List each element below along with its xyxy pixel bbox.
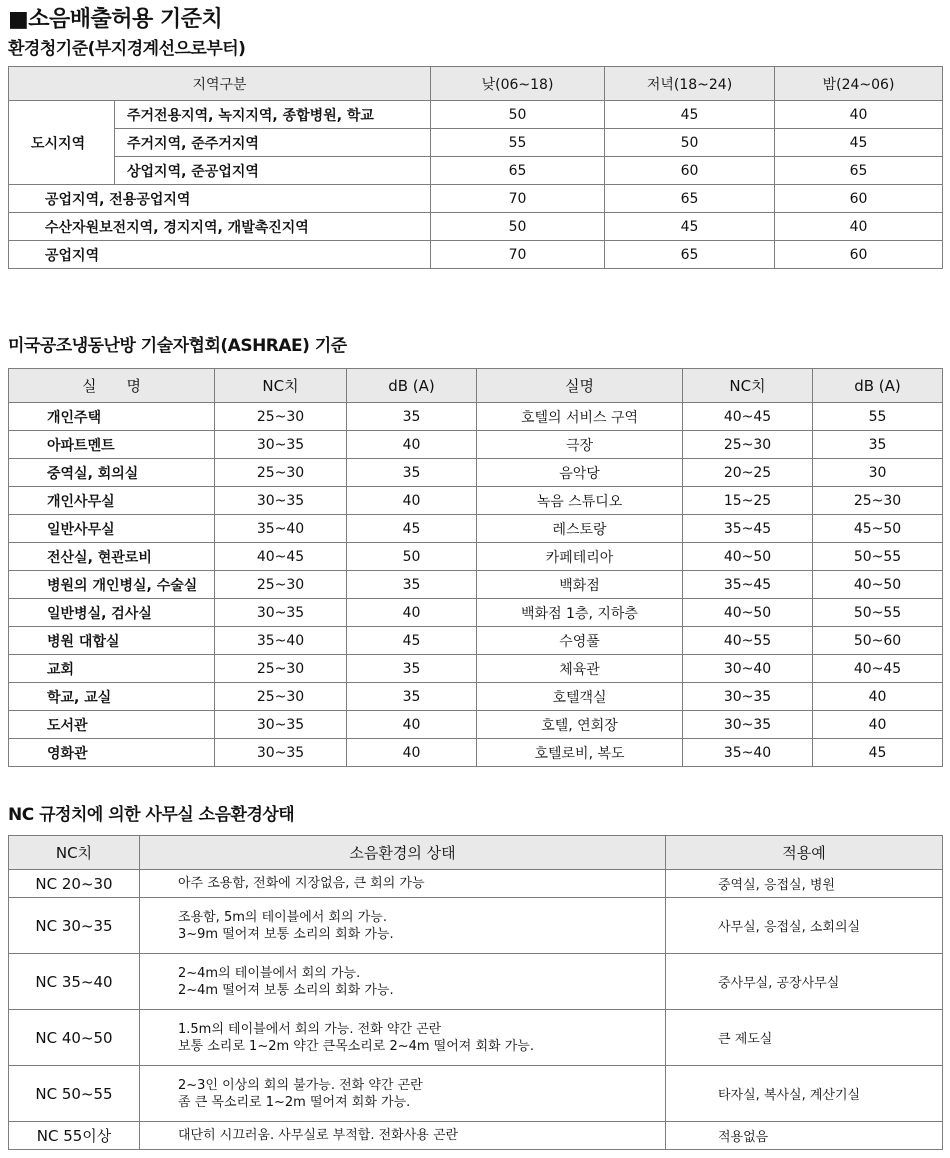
- night-cell: 40: [775, 213, 943, 241]
- condition-cell: [140, 898, 666, 954]
- db-cell-2: 25~30: [813, 487, 943, 515]
- room-cell-2: 녹음 스튜디오: [477, 487, 683, 515]
- db-cell: 35: [347, 403, 477, 431]
- nc-value-cell: NC 35~40: [9, 954, 140, 1010]
- day-cell: 65: [431, 157, 605, 185]
- area-cell: 주거지역, 준주거지역: [115, 129, 431, 157]
- header-application: 적용예: [666, 836, 943, 870]
- nc-cell: 25~30: [215, 571, 347, 599]
- nc-cell-2: 30~35: [683, 711, 813, 739]
- room-cell-2: 수영풀: [477, 627, 683, 655]
- table-row: [9, 1122, 943, 1150]
- table-row: [9, 459, 943, 487]
- table-row: [9, 571, 943, 599]
- header-room-2: 실명: [477, 369, 683, 403]
- nc-cell: 30~35: [215, 739, 347, 767]
- nc-cell-2: 20~25: [683, 459, 813, 487]
- condition-line: 2~4m 떨어져 보통 소리의 회화 가능.: [178, 982, 394, 998]
- table-row: [9, 1010, 943, 1066]
- db-cell-2: 40: [813, 683, 943, 711]
- room-cell-2: 호텔객실: [477, 683, 683, 711]
- table-row: [9, 683, 943, 711]
- table-row: [9, 431, 943, 459]
- nc-cell: 25~30: [215, 459, 347, 487]
- condition-line: 2~4m의 테이블에서 회의 가능.: [178, 965, 361, 981]
- nc-cell-2: 35~40: [683, 739, 813, 767]
- condition-cell: [140, 954, 666, 1010]
- nc-cell-2: 25~30: [683, 431, 813, 459]
- header-area: 지역구분: [9, 67, 431, 101]
- condition-cell: [140, 1066, 666, 1122]
- evening-cell: 45: [605, 213, 775, 241]
- table-row: [9, 403, 943, 431]
- table-header-row: [9, 836, 943, 870]
- db-cell: 40: [347, 487, 477, 515]
- db-cell: 45: [347, 515, 477, 543]
- nc-value-cell: NC 40~50: [9, 1010, 140, 1066]
- nc-value-cell: NC 55이상: [9, 1122, 140, 1150]
- room-cell-2: 음악당: [477, 459, 683, 487]
- application-cell: 사무실, 응접실, 소회의실: [666, 898, 943, 954]
- table-row: [9, 870, 943, 898]
- header-nc: NC치: [215, 369, 347, 403]
- evening-cell: 60: [605, 157, 775, 185]
- application-cell: 중역실, 응접실, 병원: [666, 870, 943, 898]
- db-cell: 40: [347, 711, 477, 739]
- room-cell: 개인주택: [9, 403, 215, 431]
- room-cell-2: 호텔로비, 복도: [477, 739, 683, 767]
- condition-cell: [140, 870, 666, 898]
- nc-cell: 30~35: [215, 487, 347, 515]
- table-row: [9, 157, 943, 185]
- room-cell-2: 체육관: [477, 655, 683, 683]
- room-cell: 학교, 교실: [9, 683, 215, 711]
- db-cell: 40: [347, 739, 477, 767]
- nc-cell-2: 35~45: [683, 571, 813, 599]
- night-cell: 40: [775, 101, 943, 129]
- table-row: [9, 213, 943, 241]
- condition-line: 좀 큰 목소리로 1~2m 떨어져 회화 가능.: [178, 1094, 411, 1110]
- db-cell-2: 45~50: [813, 515, 943, 543]
- evening-cell: 50: [605, 129, 775, 157]
- room-cell: 아파트멘트: [9, 431, 215, 459]
- application-cell: 중사무실, 공장사무실: [666, 954, 943, 1010]
- db-cell-2: 40~45: [813, 655, 943, 683]
- db-cell-2: 45: [813, 739, 943, 767]
- room-cell-2: 호텔, 연회장: [477, 711, 683, 739]
- db-cell-2: 40~50: [813, 571, 943, 599]
- nc-cell: 30~35: [215, 431, 347, 459]
- table-row: [9, 739, 943, 767]
- nc-cell: 35~40: [215, 627, 347, 655]
- db-cell: 40: [347, 599, 477, 627]
- table-row: [9, 543, 943, 571]
- table-header-row: [9, 369, 943, 403]
- room-cell: 전산실, 현관로비: [9, 543, 215, 571]
- nc-cell-2: 15~25: [683, 487, 813, 515]
- nc-cell-2: 40~50: [683, 599, 813, 627]
- room-cell-2: 카페테리아: [477, 543, 683, 571]
- room-cell: 중역실, 회의실: [9, 459, 215, 487]
- db-cell: 35: [347, 683, 477, 711]
- room-cell: 일반사무실: [9, 515, 215, 543]
- table-row: [9, 599, 943, 627]
- table-row: [9, 627, 943, 655]
- ashrae-table: [8, 368, 943, 767]
- day-cell: 70: [431, 241, 605, 269]
- db-cell: 35: [347, 655, 477, 683]
- emission-standard-table: [8, 66, 943, 269]
- table-row: [9, 101, 943, 129]
- nc-cell: 30~35: [215, 711, 347, 739]
- nc-cell: 35~40: [215, 515, 347, 543]
- header-day: 낮(06~18): [431, 67, 605, 101]
- db-cell: 40: [347, 431, 477, 459]
- application-cell: 적용없음: [666, 1122, 943, 1150]
- room-cell-2: 백화점: [477, 571, 683, 599]
- room-cell-2: 극장: [477, 431, 683, 459]
- day-cell: 70: [431, 185, 605, 213]
- db-cell: 45: [347, 627, 477, 655]
- nc-cell: 25~30: [215, 403, 347, 431]
- nc-cell: 30~35: [215, 599, 347, 627]
- day-cell: 50: [431, 101, 605, 129]
- nc-cell: 40~45: [215, 543, 347, 571]
- condition-cell: [140, 1010, 666, 1066]
- night-cell: 60: [775, 241, 943, 269]
- night-cell: 65: [775, 157, 943, 185]
- db-cell: 50: [347, 543, 477, 571]
- night-cell: 45: [775, 129, 943, 157]
- condition-line: 대단히 시끄러움. 사무실로 부적합. 전화사용 곤란: [178, 1128, 459, 1143]
- room-cell: 병원 대합실: [9, 627, 215, 655]
- area-cell: 공업지역, 전용공업지역: [9, 185, 431, 213]
- condition-line: 2~3인 이상의 회의 불가능. 전화 약간 곤란: [178, 1077, 423, 1093]
- header-db-2: dB (A): [813, 369, 943, 403]
- nc-cell-2: 40~50: [683, 543, 813, 571]
- room-cell: 일반병실, 검사실: [9, 599, 215, 627]
- table-row: [9, 1066, 943, 1122]
- nc-value-cell: NC 20~30: [9, 870, 140, 898]
- room-cell: 병원의 개인병실, 수술실: [9, 571, 215, 599]
- room-cell: 개인사무실: [9, 487, 215, 515]
- urban-area-label: 도시지역: [9, 101, 115, 185]
- area-cell: 수산자원보전지역, 경지지역, 개발촉진지역: [9, 213, 431, 241]
- db-cell-2: 40: [813, 711, 943, 739]
- application-cell: 큰 제도실: [666, 1010, 943, 1066]
- room-cell: 영화관: [9, 739, 215, 767]
- table-row: [9, 129, 943, 157]
- nc-cell-2: 40~55: [683, 627, 813, 655]
- nc-cell-2: 35~45: [683, 515, 813, 543]
- table-row: [9, 241, 943, 269]
- db-cell-2: 50~55: [813, 543, 943, 571]
- room-cell: 교회: [9, 655, 215, 683]
- room-cell-2: 호텔의 서비스 구역: [477, 403, 683, 431]
- room-cell: 도서관: [9, 711, 215, 739]
- header-evening: 저녁(18~24): [605, 67, 775, 101]
- nc-cell-2: 30~35: [683, 683, 813, 711]
- db-cell: 35: [347, 571, 477, 599]
- area-cell: 주거전용지역, 녹지지역, 종합병원, 학교: [115, 101, 431, 129]
- db-cell-2: 35: [813, 431, 943, 459]
- nc-cell: 25~30: [215, 655, 347, 683]
- header-nc-2: NC치: [683, 369, 813, 403]
- db-cell-2: 30: [813, 459, 943, 487]
- application-cell: 타자실, 복사실, 계산기실: [666, 1066, 943, 1122]
- table-row: [9, 487, 943, 515]
- header-condition: 소음환경의 상태: [140, 836, 666, 870]
- nc-cell-2: 40~45: [683, 403, 813, 431]
- table-row: [9, 655, 943, 683]
- table-row: [9, 185, 943, 213]
- header-room: 실 명: [9, 369, 215, 403]
- table-row: [9, 898, 943, 954]
- condition-cell: [140, 1122, 666, 1150]
- evening-cell: 65: [605, 241, 775, 269]
- section3-subtitle: NC 규정치에 의한 사무실 소음환경상태: [8, 805, 295, 825]
- area-cell: 공업지역: [9, 241, 431, 269]
- day-cell: 50: [431, 213, 605, 241]
- nc-value-cell: NC 30~35: [9, 898, 140, 954]
- nc-cell: 25~30: [215, 683, 347, 711]
- evening-cell: 45: [605, 101, 775, 129]
- table-row: [9, 711, 943, 739]
- db-cell-2: 50~60: [813, 627, 943, 655]
- nc-office-table: [8, 835, 943, 1150]
- db-cell-2: 50~55: [813, 599, 943, 627]
- header-night: 밤(24~06): [775, 67, 943, 101]
- page-title: ■소음배출허용 기준치: [8, 7, 223, 32]
- condition-line: 아주 조용함, 전화에 지장없음, 큰 회의 가능: [178, 876, 425, 891]
- room-cell-2: 레스토랑: [477, 515, 683, 543]
- night-cell: 60: [775, 185, 943, 213]
- evening-cell: 65: [605, 185, 775, 213]
- condition-line: 1.5m의 테이블에서 회의 가능. 전화 약간 곤란: [178, 1021, 442, 1037]
- condition-line: 조용함, 5m의 테이블에서 회의 가능.: [178, 909, 387, 925]
- day-cell: 55: [431, 129, 605, 157]
- condition-line: 보통 소리로 1~2m 약간 큰목소리로 2~4m 떨어져 회화 가능.: [178, 1038, 534, 1054]
- nc-cell-2: 30~40: [683, 655, 813, 683]
- table-row: [9, 954, 943, 1010]
- table-header-row: [9, 67, 943, 101]
- db-cell-2: 55: [813, 403, 943, 431]
- table-row: [9, 515, 943, 543]
- room-cell-2: 백화점 1층, 지하층: [477, 599, 683, 627]
- condition-line: 3~9m 떨어져 보통 소리의 회화 가능.: [178, 926, 394, 942]
- header-db: dB (A): [347, 369, 477, 403]
- section2-subtitle: 미국공조냉동난방 기술자협회(ASHRAE) 기준: [8, 336, 347, 356]
- db-cell: 35: [347, 459, 477, 487]
- section1-subtitle: 환경청기준(부지경계선으로부터): [8, 39, 246, 59]
- header-nc: NC치: [9, 836, 140, 870]
- area-cell: 상업지역, 준공업지역: [115, 157, 431, 185]
- nc-value-cell: NC 50~55: [9, 1066, 140, 1122]
